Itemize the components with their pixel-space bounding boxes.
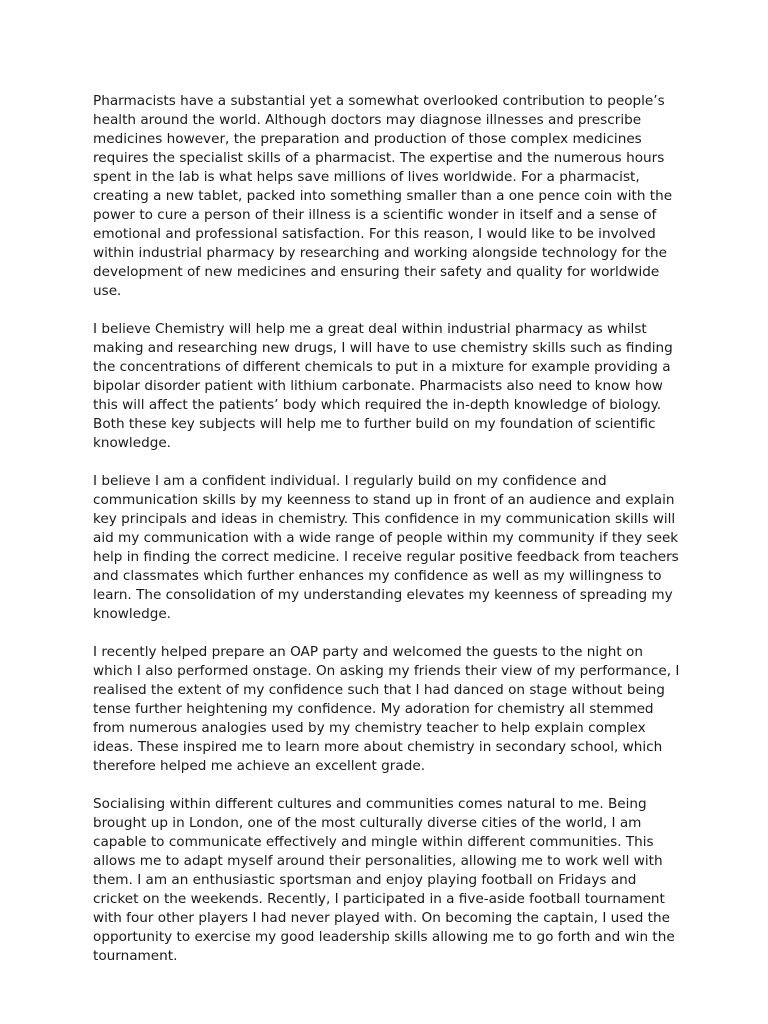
paragraph-chemistry-biology: I believe Chemistry will help me a great deal within industrial pharmacy as whilst making and researching new drugs, I will have to use chemistry skills such as finding the concentrations of different chemicals to put in a mixture for example providing a bipolar disorder patient with lithium carbonate. Pharmacists also need to know how this will affect the patients’ body which required the in-depth knowledge of biology. Both these key subjects will help me to further build on my foundation of scientific knowledge. bbox=[93, 321, 673, 451]
paragraph-socialising: Socialising within different cultures and communities comes natural to me. Being brought up in London, one of the most culturally diverse cities of the world, I am capable to communicate effectively and mingle within different communities. This allows me to adapt myself around their personalities, allowing me to work well with them. I am an enthusiastic sportsman and enjoy playing football on Fridays and cricket on the weekends. Recently, I participated in a five-aside football tournament with four other players I had never played with. On becoming the captain, I used the opportunity to exercise my good leadership skills allowing me to go forth and win the tournament. bbox=[93, 796, 675, 964]
document-body bbox=[93, 92, 683, 966]
paragraph-pharmacy-contribution: Pharmacists have a substantial yet a somewhat overlooked contribution to people’s health around the world. Although doctors may diagnose illnesses and prescribe medicines however, the preparation and production of those complex medicines requires the specialist skills of a pharmacist. The expertise and the numerous hours spent in the lab is what helps save millions of lives worldwide. For a pharmacist, creating a new tablet, packed into something smaller than a one pence coin with the power to cure a person of their illness is a scientific wonder in itself and a sense of emotional and professional satisfaction. For this reason, I would like to be involved within industrial pharmacy by researching and working alongside technology for the development of new medicines and ensuring their safety and quality for worldwide use. bbox=[93, 93, 673, 299]
paragraph-oap-party: I recently helped prepare an OAP party and welcomed the guests to the night on which I also performed onstage. On asking my friends their view of my performance, I realised the extent of my confidence such that I had danced on stage without being tense further heightening my confidence. My adoration for chemistry all stemmed from numerous analogies used by my chemistry teacher to help explain complex ideas. These inspired me to learn more about chemistry in secondary school, which therefore helped me achieve an excellent grade. bbox=[93, 644, 680, 774]
paragraph-confidence: I believe I am a confident individual. I regularly build on my confidence and communication skills by my keenness to stand up in front of an audience and explain key principals and ideas in chemistry. This confidence in my communication skills will aid my communication with a wide range of people within my community if they seek help in finding the correct medicine. I receive regular positive feedback from teachers and classmates which further enhances my confidence as well as my willingness to learn. The consolidation of my understanding elevates my keenness of spreading my knowledge. bbox=[93, 473, 679, 622]
